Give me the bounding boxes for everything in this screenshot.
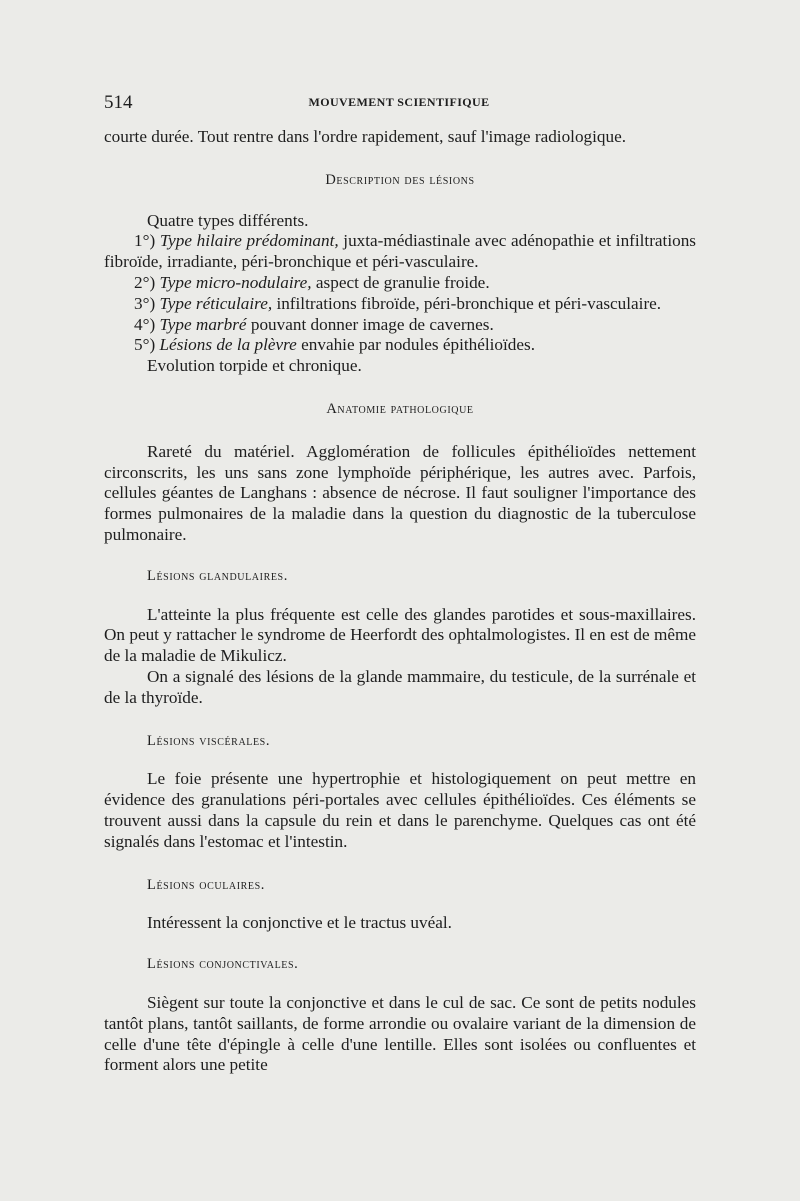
item-label: Type micro-nodulaire,: [159, 272, 312, 292]
subsection-heading-viscerales: Lésions viscérales.: [147, 732, 271, 749]
section-heading-anatomie: Anatomie pathologique: [326, 400, 474, 417]
item-label: Lésions de la plèvre: [159, 335, 297, 355]
evolution-paragraph: Evolution torpide et chronique.: [147, 356, 362, 376]
item-number: 2°): [134, 272, 160, 292]
item-number: 4°): [134, 314, 160, 334]
conjonctivales-paragraph: Siègent sur toute la conjonctive et dans le cul de sac. Ce sont de petits nodules tantôt plans, tantôt saillants, de forme arrondie ou ovalaire variant de la dimension de celle d'une tête d'épingle à celle d'une lentille. Elles sont isolées ou confluentes et forment alors une petite: [104, 992, 696, 1075]
item-text: juxta-médiastinale avec adénopathie et infiltrations fibroïde, irradiante, péri-bronchique et péri-vasculaire.: [104, 231, 696, 272]
subsection-heading-glandulaires: Lésions glandulaires.: [147, 567, 288, 584]
running-title: MOUVEMENT SCIENTIFIQUE: [308, 95, 490, 109]
item-text: aspect de granulie froide.: [311, 272, 490, 292]
page-body: [104, 127, 696, 1076]
item-number: 5°): [134, 335, 160, 355]
item-label: Type réticulaire,: [159, 293, 273, 313]
item-label: Type marbré: [159, 314, 247, 334]
page-number: 514: [104, 92, 133, 113]
section-heading-description: Description des lésions: [325, 171, 475, 188]
subsection-heading-conjonctivales: Lésions conjonctivales.: [147, 956, 299, 973]
item-number: 3°): [134, 293, 160, 313]
viscerales-paragraph: Le foie présente une hypertrophie et histologiquement on peut mettre en évidence des granulations péri-portales avec cellules épithélioïdes. Ces éléments se trouvent aussi dans la capsule du rein et dans le parenchyme. Quelques cas ont été signalés dans l'estomac et l'intestin.: [104, 769, 696, 851]
item-text: infiltrations fibroïde, péri-bronchique et péri-vasculaire.: [272, 293, 662, 313]
list-item: [104, 335, 696, 356]
item-label: Type hilaire prédominant,: [159, 231, 339, 251]
list-item: [104, 273, 696, 294]
item-text: envahie par nodules épithélioïdes.: [296, 335, 535, 355]
item-text: pouvant donner image de cavernes.: [246, 314, 494, 334]
list-item: [104, 294, 696, 315]
oculaires-paragraph: Intéressent la conjonctive et le tractus uvéal.: [147, 913, 452, 933]
glandulaires-paragraph-2: On a signalé des lésions de la glande mammaire, du testicule, de la surrénale et de la thyroïde.: [104, 666, 696, 707]
anatomie-paragraph: Rareté du matériel. Agglomération de follicules épithélioïdes nettement circonscrits, les uns sans zone lymphoïde périphérique, les autres avec. Parfois, cellules géantes de Langhans : absence de nécrose. Il faut souligner l'importance des formes pulmonaires de la maladie dans la question du diagnostic de la tuberculose pulmonaire.: [104, 441, 696, 544]
item-number: 1°): [134, 231, 160, 251]
list-item: [104, 315, 696, 336]
page-header: [104, 92, 694, 114]
intro-paragraph: courte durée. Tout rentre dans l'ordre rapidement, sauf l'image radiologique.: [104, 127, 627, 146]
list-item: [104, 231, 696, 273]
description-intro: Quatre types différents.: [147, 210, 309, 230]
subsection-heading-oculaires: Lésions oculaires.: [147, 876, 266, 893]
glandulaires-paragraph-1: L'atteinte la plus fréquente est celle des glandes parotides et sous-maxillaires. On peut y rattacher le syndrome de Heerfordt des ophtalmologistes. Il en est de même de la maladie de Mikulicz.: [104, 604, 696, 666]
